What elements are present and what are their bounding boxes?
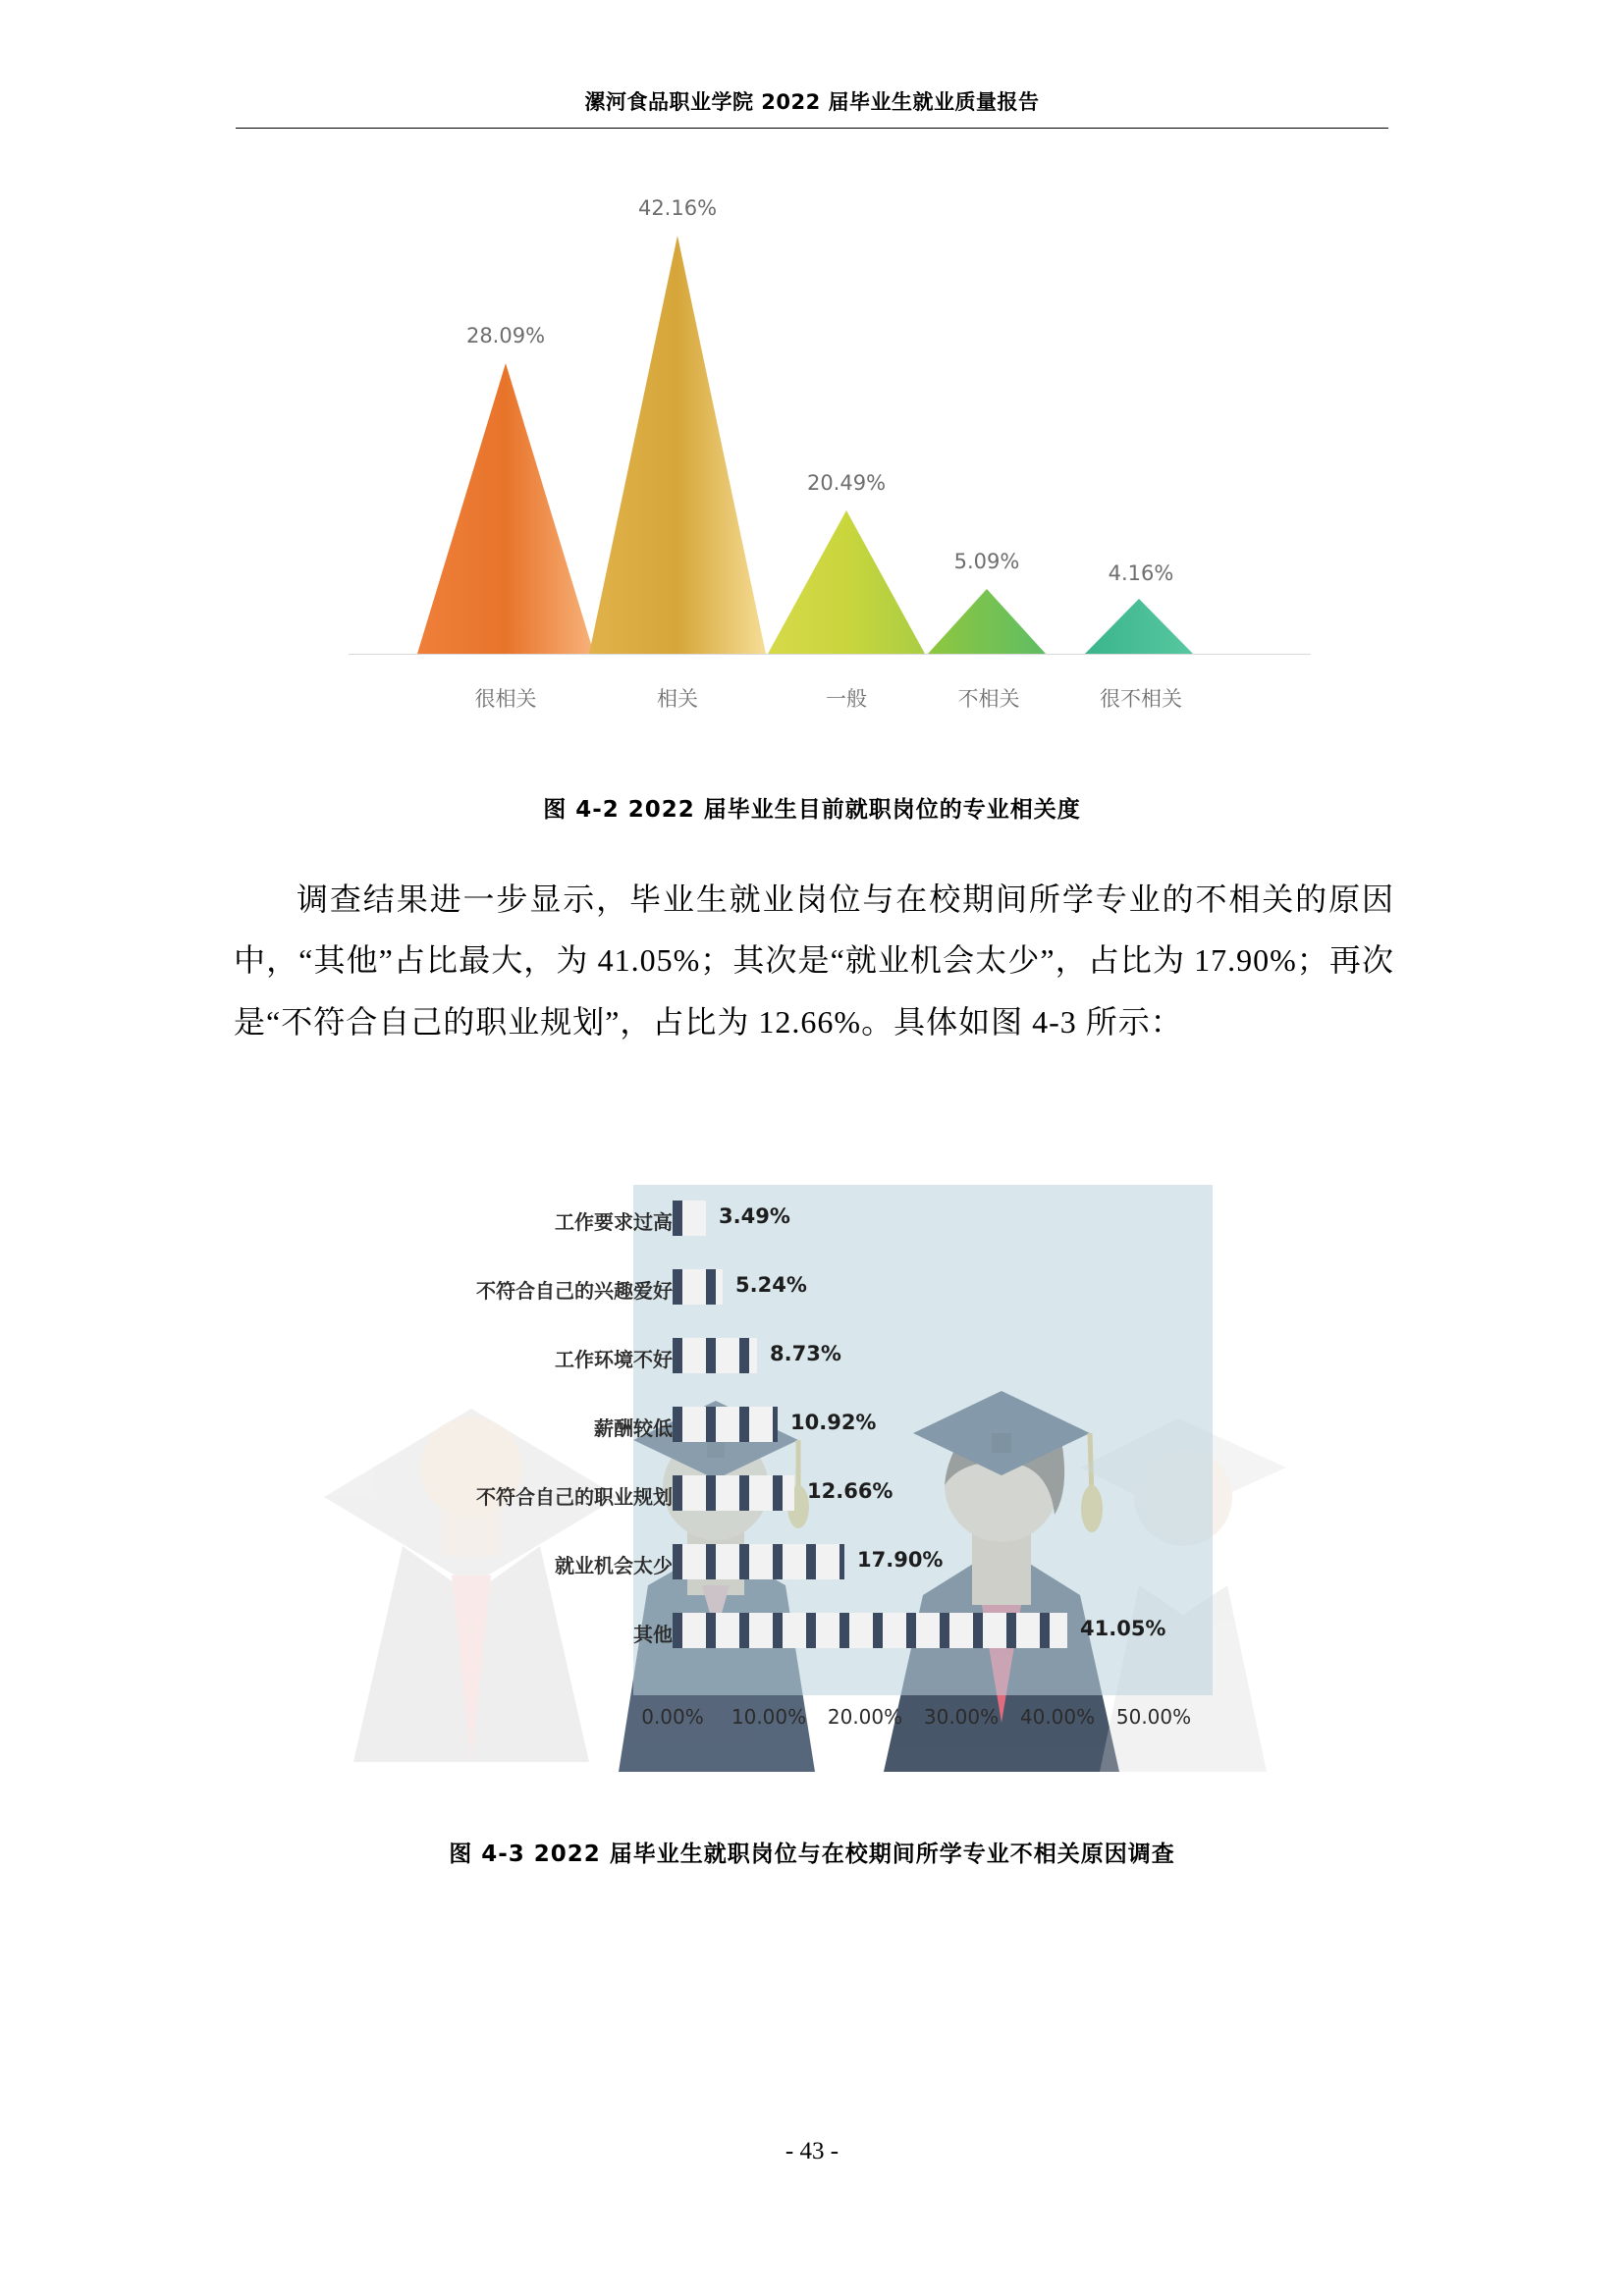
bar-row-5 (295, 1542, 1335, 1585)
bar-row-6 (295, 1611, 1335, 1654)
bar-fill-3 (673, 1407, 778, 1442)
figure-4-3-caption: 图 4-3 2022 届毕业生就职岗位与在校期间所学专业不相关原因调查 (449, 1842, 1175, 1867)
bar-category-3: 薪酬较低 (594, 1416, 673, 1440)
header-divider (236, 128, 1388, 129)
bar-value-4: 12.66% (807, 1479, 893, 1503)
figure-4-2 (295, 177, 1345, 775)
bar-value-6: 41.05% (1080, 1617, 1166, 1640)
x-tick-4: 40.00% (1019, 1705, 1096, 1729)
triangle-bar-0 (417, 363, 594, 654)
bar-category-1: 不符合自己的兴趣爱好 (476, 1279, 673, 1303)
value-label-2: 20.49% (806, 471, 887, 495)
bar-category-5: 就业机会太少 (555, 1554, 673, 1577)
x-tick-3: 30.00% (923, 1705, 1000, 1729)
value-label-0: 28.09% (465, 324, 546, 347)
bar-category-2: 工作环境不好 (555, 1348, 673, 1371)
value-label-1: 42.16% (637, 196, 718, 220)
bar-row-4 (295, 1473, 1335, 1517)
bar-fill-4 (673, 1475, 794, 1511)
page-header (236, 86, 1388, 116)
bar-row-0 (295, 1199, 1335, 1242)
page-number: - 43 - (785, 2138, 839, 2164)
x-tick-2: 20.00% (827, 1705, 903, 1729)
figure-4-3 (295, 1173, 1335, 1772)
value-label-3: 5.09% (953, 550, 1020, 573)
bar-value-2: 8.73% (770, 1342, 841, 1365)
bar-row-3 (295, 1405, 1335, 1448)
triangle-bar-3 (928, 589, 1046, 654)
chart-baseline (349, 654, 1311, 655)
bar-value-5: 17.90% (857, 1548, 944, 1572)
category-label-3: 不相关 (957, 687, 1020, 711)
bar-value-1: 5.24% (735, 1273, 807, 1297)
bar-fill-5 (673, 1544, 844, 1579)
bar-fill-6 (673, 1613, 1067, 1648)
bar-row-2 (295, 1336, 1335, 1379)
bar-fill-2 (673, 1338, 757, 1373)
category-label-1: 相关 (657, 687, 698, 711)
triangle-bar-2 (768, 510, 925, 654)
bar-fill-1 (673, 1269, 723, 1305)
bar-category-6: 其他 (633, 1623, 673, 1646)
header-title: 漯河食品职业学院 2022 届毕业生就业质量报告 (584, 90, 1040, 114)
triangle-bar-4 (1085, 599, 1193, 654)
body-paragraph: 调查结果进一步显示，毕业生就业岗位与在校期间所学专业的不相关的原因中，“其他”占比最大，为 41.05%；其次是“就业机会太少”，占比为 17.90%；再次是“不符合自己的职业规划”，占比为 12.66%。具体如图 4-3 所示： (234, 881, 1394, 1040)
bar-category-0: 工作要求过高 (555, 1210, 673, 1234)
x-tick-5: 50.00% (1115, 1705, 1192, 1729)
category-label-0: 很相关 (474, 687, 537, 711)
figure-4-2-caption: 图 4-2 2022 届毕业生目前就职岗位的专业相关度 (543, 797, 1081, 823)
bar-fill-0 (673, 1201, 706, 1236)
category-label-2: 一般 (826, 687, 867, 711)
bar-row-1 (295, 1267, 1335, 1310)
value-label-4: 4.16% (1108, 561, 1174, 585)
figure-4-3-background (295, 1173, 1335, 1772)
bar-category-4: 不符合自己的职业规划 (476, 1485, 673, 1509)
x-tick-1: 10.00% (731, 1705, 807, 1729)
triangle-bar-1 (589, 236, 766, 654)
category-label-4: 很不相关 (1100, 687, 1182, 711)
x-tick-0: 0.00% (641, 1705, 704, 1729)
bar-value-0: 3.49% (719, 1204, 790, 1228)
bar-value-3: 10.92% (790, 1411, 877, 1434)
